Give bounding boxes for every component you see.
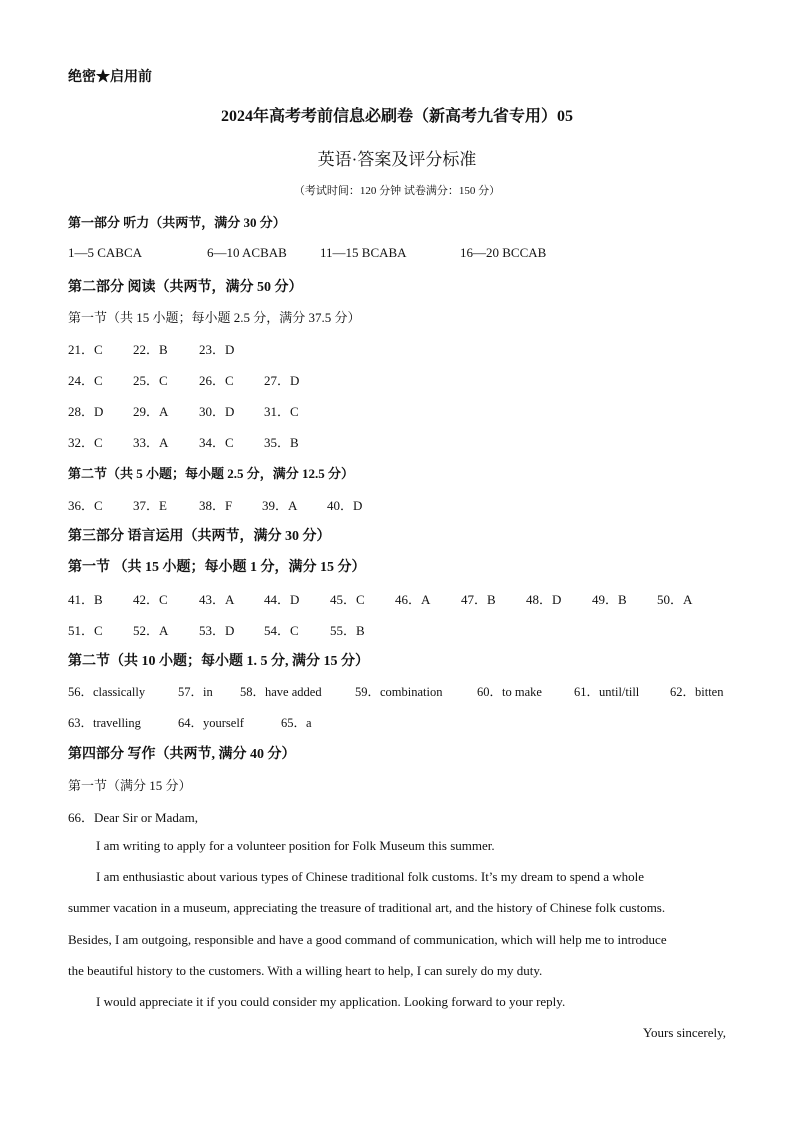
answer-44: 44．D [264, 592, 300, 607]
answer-26: 26．C [199, 373, 234, 388]
answer-25: 25．C [133, 373, 168, 388]
answer-62: 62．bitten [670, 685, 724, 699]
part2-section2-heading: 第二节（共 5 小题；每小题 2.5 分，满分 12.5 分） [68, 466, 355, 481]
essay-line: I would appreciate it if you could consider my application. Looking forward to your reply. [96, 994, 566, 1009]
answer-42: 42．C [133, 592, 168, 607]
answer-56: 56．classically [68, 685, 146, 699]
answer-21: 21．C [68, 342, 103, 357]
exam-info: （考试时间：120 分钟 试卷满分：150 分） [293, 185, 501, 197]
answer-52: 52．A [133, 623, 169, 638]
essay-closing: Yours sincerely, [642, 1025, 726, 1040]
answer-64: 64．yourself [178, 716, 244, 730]
answer-23: 23．D [199, 342, 235, 357]
answer-41: 41．B [68, 592, 103, 607]
answer-27: 27．D [264, 373, 300, 388]
answer-50: 50．A [657, 592, 693, 607]
answer-38: 38．F [199, 498, 233, 513]
answer-32: 32．C [68, 435, 103, 450]
part4-heading: 第四部分 写作（共两节, 满分 40 分） [68, 747, 296, 762]
answer-48: 48．D [526, 592, 562, 607]
answer-34: 34．C [199, 435, 234, 450]
answer-47: 47．B [461, 592, 496, 607]
part1-answer-1: 1—5 CABCA [68, 245, 143, 260]
answer-40: 40．D [327, 498, 363, 513]
essay-line: the beautiful history to the customers. With a willing heart to help, I can surely do my duty. [68, 963, 543, 978]
answer-29: 29．A [133, 404, 169, 419]
part3-section1-heading: 第一节 （共 15 小题；每小题 1 分，满分 15 分） [68, 560, 366, 575]
answer-28: 28．D [68, 404, 104, 419]
essay-line: summer vacation in a museum, appreciating the treasure of traditional art, and the history of Chinese folk customs. [68, 900, 666, 915]
answer-43: 43．A [199, 592, 235, 607]
part1-answer-4: 16—20 BCCAB [460, 245, 547, 260]
essay-salutation: 66．Dear Sir or Madam, [68, 810, 198, 825]
answer-63: 63．travelling [68, 716, 141, 730]
answer-35: 35．B [264, 435, 299, 450]
essay-line: I am enthusiastic about various types of Chinese traditional folk customs. It’s my dream to spend a whole [96, 869, 645, 884]
answer-53: 53．D [199, 623, 235, 638]
part2-section1-heading: 第一节（共 15 小题；每小题 2.5 分，满分 37.5 分） [68, 310, 361, 325]
essay-line: Besides, I am outgoing, responsible and have a good command of communication, which will help me to introduce [68, 932, 667, 947]
part4-section1-heading: 第一节（满分 15 分） [68, 778, 192, 793]
answer-65: 65．a [281, 716, 312, 730]
answer-37: 37．E [133, 498, 167, 513]
answer-54: 54．C [264, 623, 299, 638]
part3-heading: 第三部分 语言运用（共两节，满分 30 分） [68, 529, 331, 544]
confidential-label: 绝密★启用前 [68, 70, 152, 85]
answer-46: 46．A [395, 592, 431, 607]
answer-51: 51．C [68, 623, 103, 638]
part1-heading: 第一部分 听力（共两节，满分 30 分） [68, 215, 286, 230]
answer-39: 39．A [262, 498, 298, 513]
answer-45: 45．C [330, 592, 365, 607]
part2-heading: 第二部分 阅读（共两节，满分 50 分） [68, 280, 303, 295]
answer-33: 33．A [133, 435, 169, 450]
answer-55: 55．B [330, 623, 365, 638]
essay-line: I am writing to apply for a volunteer position for Folk Museum this summer. [96, 838, 495, 853]
answer-36: 36．C [68, 498, 103, 513]
answer-31: 31．C [264, 404, 299, 419]
answer-49: 49．B [592, 592, 627, 607]
part1-answer-3: 11—15 BCABA [320, 245, 407, 260]
page-subtitle: 英语·答案及评分标准 [317, 150, 477, 169]
answer-59: 59．combination [355, 685, 443, 699]
answer-58: 58．have added [240, 685, 322, 699]
answer-24: 24．C [68, 373, 103, 388]
answer-60: 60．to make [477, 685, 542, 699]
answer-57: 57．in [178, 685, 213, 699]
answer-22: 22．B [133, 342, 168, 357]
part1-answer-2: 6—10 ACBAB [207, 245, 287, 260]
part3-section2-heading: 第二节（共 10 小题；每小题 1. 5 分, 满分 15 分） [68, 654, 369, 669]
answer-61: 61．until/till [574, 685, 640, 699]
answer-30: 30．D [199, 404, 235, 419]
page-title: 2024年高考考前信息必刷卷（新高考九省专用）05 [220, 108, 573, 125]
